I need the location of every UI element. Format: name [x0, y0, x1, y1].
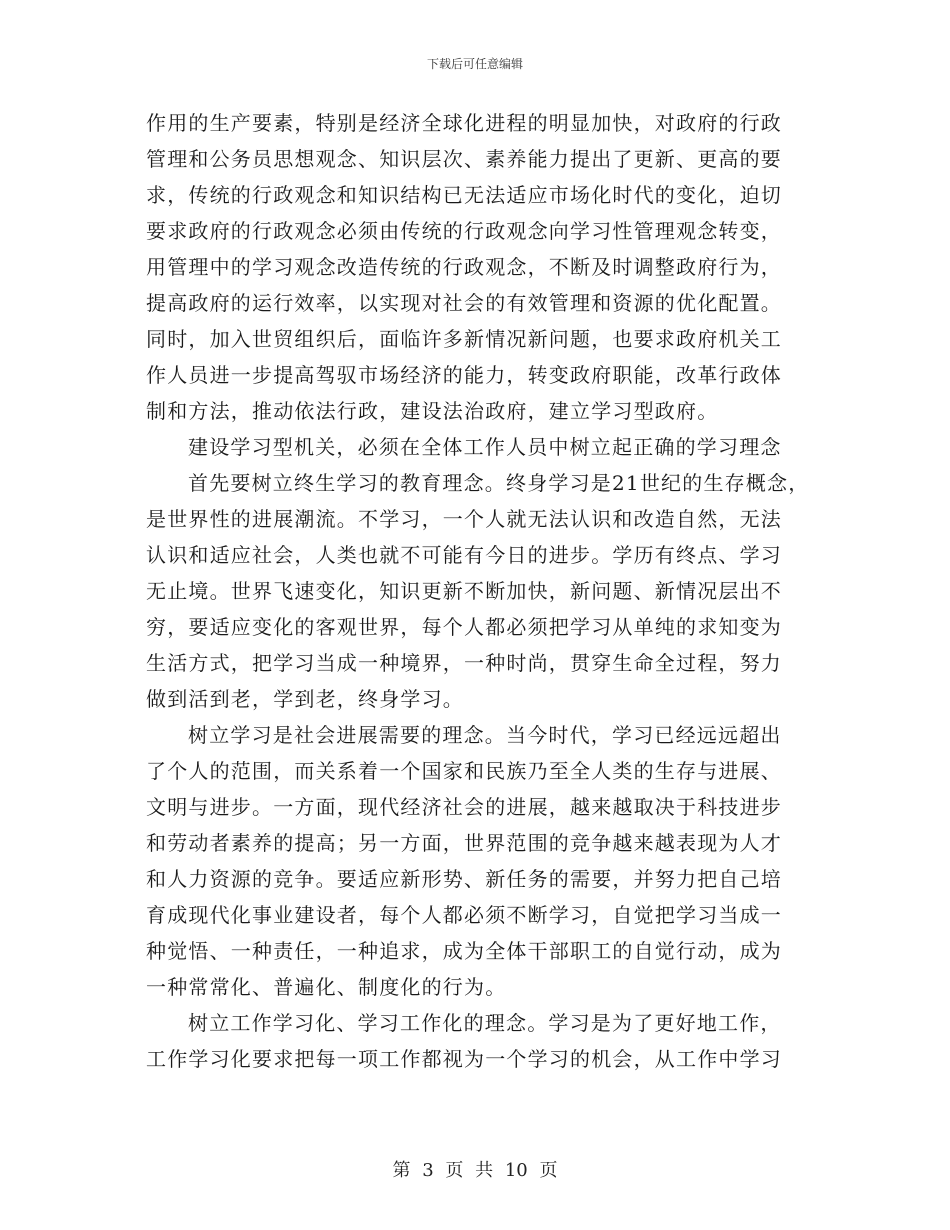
paragraph-first-line: 树立工作学习化、学习工作化的理念。学习是为了更好地工作，: [188, 1011, 782, 1035]
text-line: 作用的生产要素，特别是经济全球化进程的明显加快，对政府的行政: [146, 111, 782, 135]
text-line: 无止境。世界飞速变化，知识更新不断加快，新问题、新情况层出不: [146, 579, 782, 603]
text-line: 作人员进一步提高驾驭市场经济的能力，转变政府职能，改革行政体: [146, 363, 782, 387]
text-line: 用管理中的学习观念改造传统的行政观念，不断及时调整政府行为，: [146, 255, 782, 279]
page-number: 第 3 页 共 10 页: [392, 1160, 558, 1181]
text-line: 了个人的范围，而关系着一个国家和民族乃至全人类的生存与进展、: [146, 759, 782, 783]
text-line: 生活方式，把学习当成一种境界，一种时尚，贯穿生命全过程，努力: [146, 651, 782, 675]
text-line: 制和方法，推动依法行政，建设法治政府，建立学习型政府。: [146, 399, 719, 423]
paragraph-first-line: 建设学习型机关，必须在全体工作人员中树立起正确的学习理念: [188, 435, 782, 459]
text-line: 和劳动者素养的提高；另一方面，世界范围的竞争越来越表现为人才: [146, 831, 782, 855]
text-line: 同时，加入世贸组织后，面临许多新情况新问题，也要求政府机关工: [146, 327, 782, 351]
text-line: 穷，要适应变化的客观世界，每个人都必须把学习从单纯的求知变为: [146, 615, 782, 639]
text-line: 和人力资源的竞争。要适应新形势、新任务的需要，并努力把自己培: [146, 867, 782, 891]
paragraph-first-line: 首先要树立终生学习的教育理念。终身学习是21世纪的生存概念，: [188, 471, 810, 495]
page-header: 下载后可任意编辑: [426, 57, 523, 71]
text-line: 育成现代化事业建设者，每个人都必须不断学习，自觉把学习当成一: [146, 903, 782, 927]
text-line: 要求政府的行政观念必须由传统的行政观念向学习性管理观念转变，: [146, 219, 782, 243]
text-line: 管理和公务员思想观念、知识层次、素养能力提出了更新、更高的要: [146, 147, 782, 171]
text-line: 工作学习化要求把每一项工作都视为一个学习的机会，从工作中学习: [146, 1047, 782, 1071]
text-line: 一种常常化、普遍化、制度化的行为。: [146, 975, 507, 999]
document-body: [146, 105, 811, 1077]
text-line: 做到活到老，学到老，终身学习。: [146, 687, 464, 711]
text-line: 求，传统的行政观念和知识结构已无法适应市场化时代的变化，迫切: [146, 183, 782, 207]
text-line: 文明与进步。一方面，现代经济社会的进展，越来越取决于科技进步: [146, 795, 782, 819]
text-line: 种觉悟、一种责任，一种追求，成为全体干部职工的自觉行动，成为: [146, 939, 782, 963]
text-line: 认识和适应社会，人类也就不可能有今日的进步。学历有终点、学习: [146, 543, 782, 567]
text-line: 是世界性的进展潮流。不学习，一个人就无法认识和改造自然，无法: [146, 507, 782, 531]
paragraph-first-line: 树立学习是社会进展需要的理念。当今时代，学习已经远远超出: [188, 723, 782, 747]
text-line: 提高政府的运行效率，以实现对社会的有效管理和资源的优化配置。: [146, 291, 782, 315]
